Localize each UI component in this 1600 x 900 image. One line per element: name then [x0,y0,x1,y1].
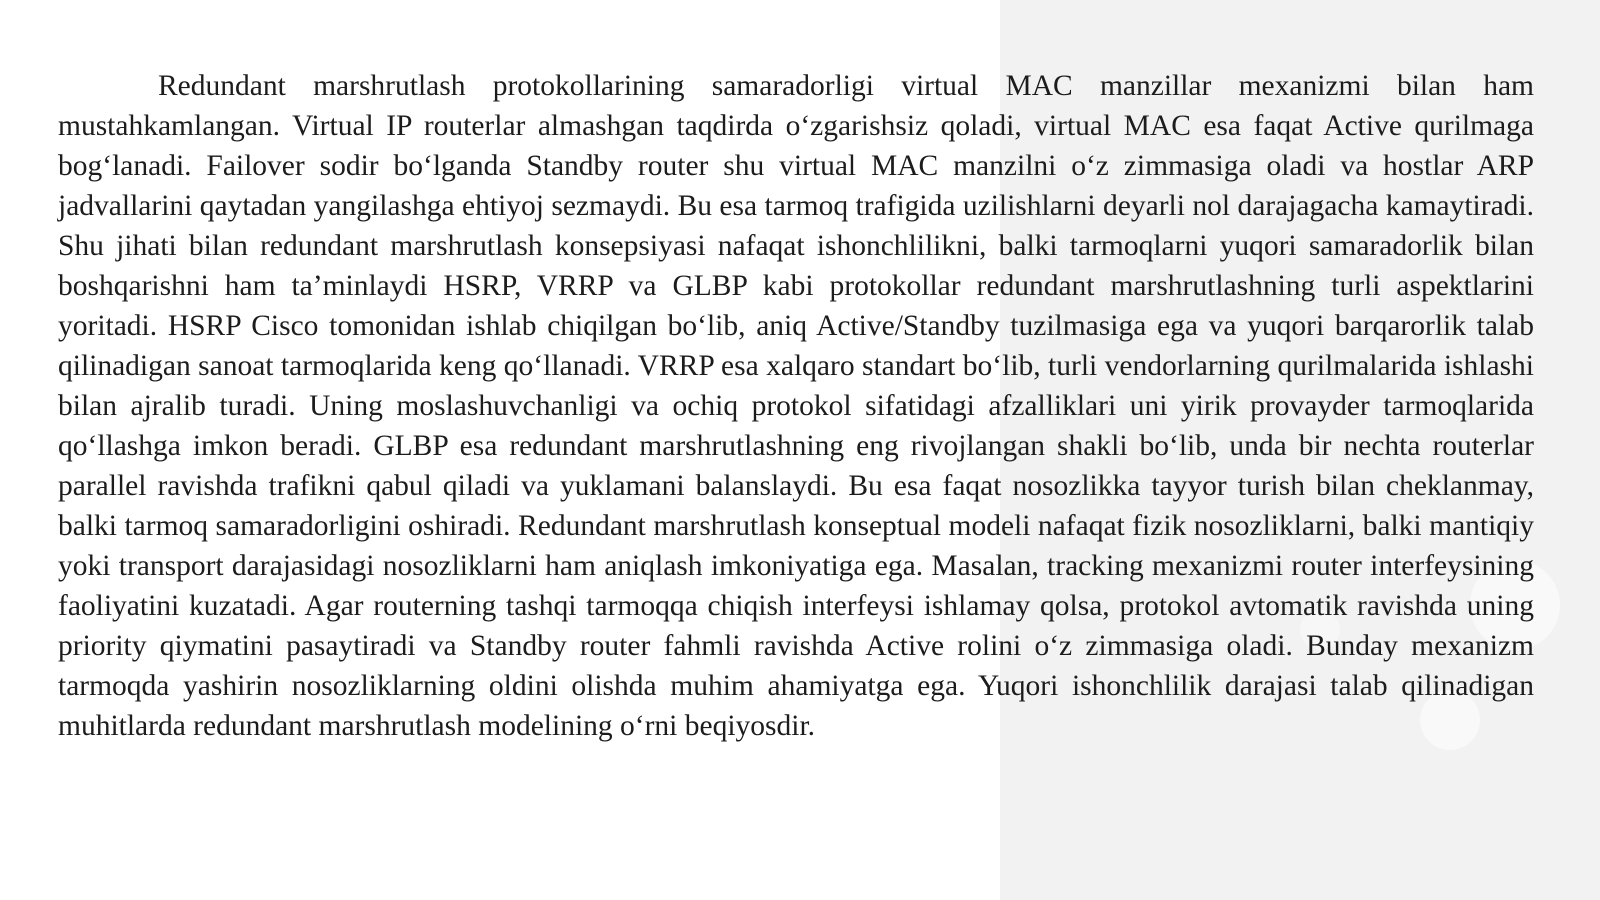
body-paragraph: Redundant marshrutlash protokollarining samaradorligi virtual MAC manzillar mexanizmi bilan ham mustahkamlangan. Virtual IP routerlar almashgan taqdirda o‘zgarishsiz qoladi, virtual MAC esa faqat Active qurilmaga bog‘lanadi. Failover sodir bo‘lganda Standby router shu virtual MAC manzilni o‘z zimmasiga oladi va hostlar ARP jadvallarini qaytadan yangilashga ehtiyoj sezmaydi. Bu esa tarmoq trafigida uzilishlarni deyarli nol darajagacha kamaytiradi. Shu jihati bilan redundant marshrutlash konsepsiyasi nafaqat ishonchlilikni, balki tarmoqlarni yuqori samaradorlik bilan boshqarishni ham ta’minlaydi HSRP, VRRP va GLBP kabi protokollar redundant marshrutlashning turli aspektlarini yoritadi. HSRP Cisco tomonidan ishlab chiqilgan bo‘lib, aniq Active/Standby tuzilmasiga ega va yuqori barqarorlik talab qilinadigan sanoat tarmoqlarida keng qo‘llanadi. VRRP esa xalqaro standart bo‘lib, turli vendorlarning qurilmalarida ishlashi bilan ajralib turadi. Uning moslashuvchanligi va ochiq protokol sifatidagi afzalliklari uni yirik provayder tarmoqlarida qo‘llashga imkon beradi. GLBP esa redundant marshrutlashning eng rivojlangan shakli bo‘lib, unda bir nechta routerlar parallel ravishda trafikni qabul qiladi va yuklamani balanslaydi. Bu esa faqat nosozlikka tayyor turish bilan cheklanmay, balki tarmoq samaradorligini oshiradi. Redundant marshrutlash konseptual modeli nafaqat fizik nosozliklarni, balki mantiqiy yoki transport darajasidagi nosozliklarni ham aniqlash imkoniyatiga ega. Masalan, tracking mexanizmi router interfeysining faoliyatini kuzatadi. Agar routerning tashqi tarmoqqa chiqish interfeysi ishlamay qolsa, protokol avtomatik ravishda uning priority qiymatini pasaytiradi va Standby router fahmli ravishda Active rolini o‘z zimmasiga oladi. Bunday mexanizm tarmoqda yashirin nosozliklarning oldini olishda muhim ahamiyatga ega. Yuqori ishonchlilik darajasi talab qilinadigan muhitlarda redundant marshrutlash modelining o‘rni beqiyosdir. [58,70,1534,742]
